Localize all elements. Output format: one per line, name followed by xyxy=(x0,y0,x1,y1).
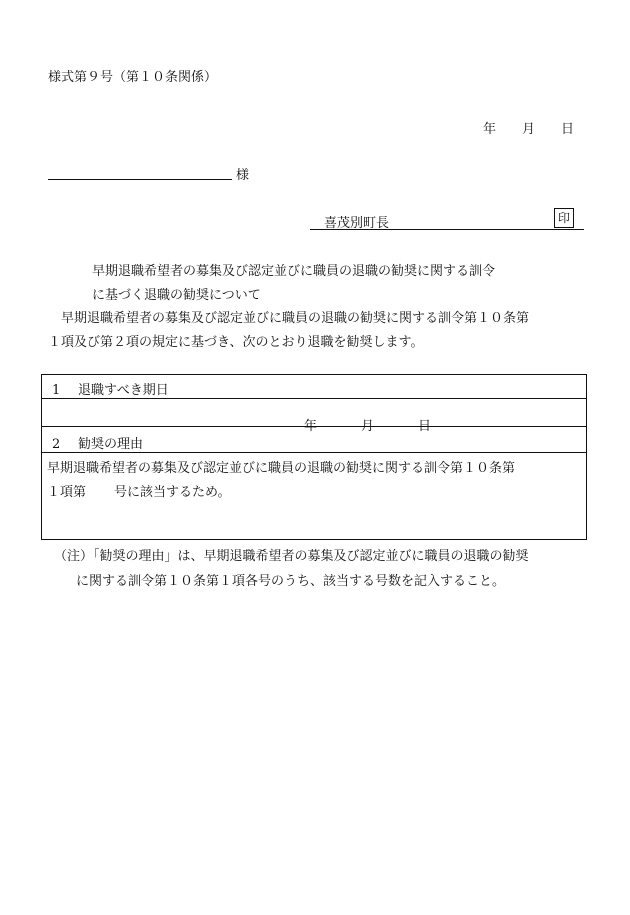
body-line-1: 早期退職希望者の募集及び認定並びに職員の退職の勧奨に関する訓令第１０条第 xyxy=(61,311,530,326)
note-line-1: （注）「勧奨の理由」は、早期退職希望者の募集及び認定並びに職員の退職の勧奨 xyxy=(54,549,529,564)
subject-line-2: に基づく退職の勧奨について xyxy=(92,288,261,303)
item-1-heading xyxy=(52,379,169,398)
table-row xyxy=(42,399,586,434)
table-row xyxy=(42,426,586,453)
item-1-label: 退職すべき期日 xyxy=(78,383,169,398)
note-line-2: に関する訓令第１０条第１項各号のうち、該当する号数を記入すること。 xyxy=(76,574,506,589)
item-2-number: 2 xyxy=(52,437,61,452)
issue-date xyxy=(483,118,574,137)
item-2-heading xyxy=(52,433,143,452)
reason-suffix: 号に該当するため。 xyxy=(114,485,231,500)
issuer-line xyxy=(310,212,584,230)
item-2-label: 勧奨の理由 xyxy=(78,437,144,452)
table-row xyxy=(42,453,586,541)
issuer-title: 喜茂別町長 xyxy=(324,216,390,231)
month-label: 月 xyxy=(522,122,536,137)
day-label: 日 xyxy=(561,122,575,137)
reason-line-2 xyxy=(47,481,231,500)
addressee-blank xyxy=(48,179,232,180)
form-number: 様式第９号（第１０条関係） xyxy=(48,70,218,85)
subject-line-1: 早期退職希望者の募集及び認定並びに職員の退職の勧奨に関する訓令 xyxy=(92,264,496,279)
due-day-label: 日 xyxy=(418,419,432,434)
body-line-2: １項及び第２項の規定に基づき、次のとおり退職を勧奨します。 xyxy=(48,335,424,350)
reason-prefix: １項第 xyxy=(47,485,87,500)
item-1-number: 1 xyxy=(52,383,61,398)
reason-line-1: 早期退職希望者の募集及び認定並びに職員の退職の勧奨に関する訓令第１０条第 xyxy=(47,461,516,476)
seal-mark: 印 xyxy=(554,208,574,228)
due-year-label: 年 xyxy=(304,419,318,434)
table-row xyxy=(42,375,586,399)
addressee-honorific: 様 xyxy=(236,168,250,183)
details-table xyxy=(41,374,587,540)
year-label: 年 xyxy=(483,122,497,137)
due-month-label: 月 xyxy=(361,419,375,434)
